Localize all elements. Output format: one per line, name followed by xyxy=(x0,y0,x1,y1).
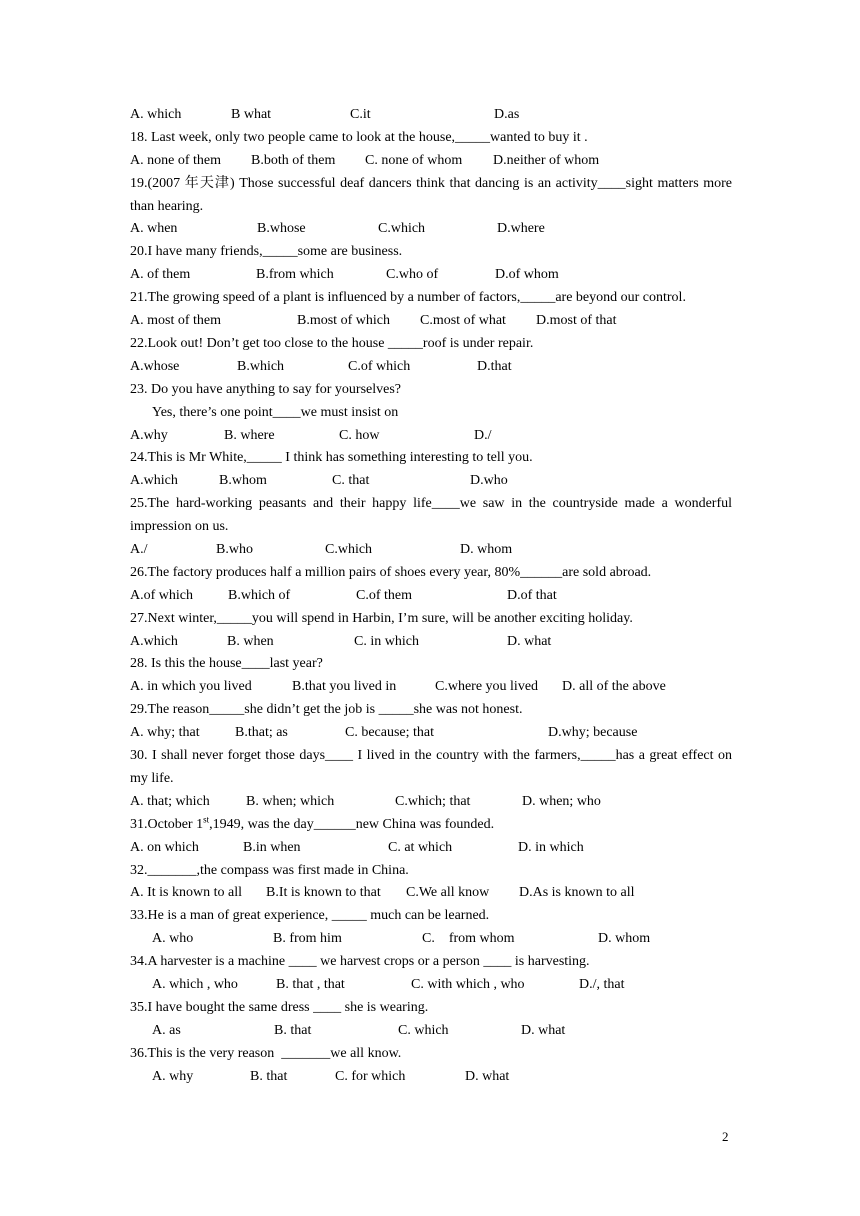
q32-options xyxy=(130,882,732,905)
q25-option-a: A./ xyxy=(130,542,148,557)
q29-option-a: A. why; that xyxy=(130,725,200,741)
q34-options xyxy=(130,974,732,997)
q35-option-b: B. that xyxy=(274,1022,312,1038)
q35-option-a: A. as xyxy=(152,1022,181,1038)
q28-option-b: B.that you lived in xyxy=(292,679,397,695)
q22-options xyxy=(130,356,732,379)
q36-option-b: B. that xyxy=(250,1068,288,1084)
q23-option-c: C. how xyxy=(339,427,380,443)
q26-option-d: D.of that xyxy=(507,587,557,603)
q26-options xyxy=(130,585,732,608)
q22-option-a: A.whose xyxy=(130,358,180,374)
q30-option-b: B. when; which xyxy=(246,793,335,809)
q28-options xyxy=(130,676,732,699)
q31-option-c: C. at which xyxy=(388,839,453,855)
q31-option-d: D. in which xyxy=(518,839,584,855)
q27-stem: 27.Next winter,_____you will spend in Harbin, I’m sure, will be another exciting holiday. xyxy=(130,610,633,626)
q33-option-b: B. from him xyxy=(273,931,342,947)
q22-option-b: B.which xyxy=(237,358,285,374)
q26-option-b: B.which of xyxy=(228,587,291,603)
q18-options xyxy=(130,150,732,173)
q20-options xyxy=(130,264,732,287)
q34-option-b: B. that , that xyxy=(276,976,345,992)
q17-options xyxy=(130,104,732,127)
q25-option-c: C.which xyxy=(325,542,373,557)
q25-stem: 25.The hard-working peasants and their happy life____we saw in the countryside made a wonderful impression on us. xyxy=(130,496,732,535)
q27-option-b: B. when xyxy=(227,633,274,649)
q32-option-b: B.It is known to that xyxy=(266,885,381,901)
q31-stem xyxy=(130,814,732,837)
q24-option-d: D.who xyxy=(470,473,508,489)
q33-option-d: D. whom xyxy=(598,931,651,947)
q24-option-c: C. that xyxy=(332,473,370,489)
q29-option-c: C. because; that xyxy=(345,725,435,741)
q34-stem: 34.A harvester is a machine ____ we harvest crops or a person ____ is harvesting. xyxy=(130,954,590,970)
q19-options xyxy=(130,218,732,241)
q22-stem: 22.Look out! Don’t get too close to the house _____roof is under repair. xyxy=(130,335,534,351)
q21-option-b: B.most of which xyxy=(297,313,390,329)
q36-stem: 36.This is the very reason _______we all know. xyxy=(130,1045,402,1061)
q29-options xyxy=(130,722,732,745)
q19-option-a: A. when xyxy=(130,221,178,237)
q27-option-d: D. what xyxy=(507,633,552,649)
q20-option-b: B.from which xyxy=(256,267,334,283)
q23-reply: Yes, there’s one point____we must insist on xyxy=(152,404,399,420)
q28-stem: 28. Is this the house____last year? xyxy=(130,656,323,672)
q20-option-c: C.who of xyxy=(386,267,439,283)
q19-option-d: D.where xyxy=(497,221,545,237)
q30-option-d: D. when; who xyxy=(522,793,601,809)
q21-option-c: C.most of what xyxy=(420,313,506,329)
q22-option-c: C.of which xyxy=(348,358,411,374)
q18-option-a: A. none of them xyxy=(130,152,221,168)
q31-option-a: A. on which xyxy=(130,839,199,855)
q23-option-b: B. where xyxy=(224,427,275,443)
q19-option-c: C.which xyxy=(378,221,426,237)
q18-stem: 18. Last week, only two people came to look at the house,_____wanted to buy it . xyxy=(130,129,588,145)
q21-option-d: D.most of that xyxy=(536,313,617,329)
q30-option-a: A. that; which xyxy=(130,793,210,809)
q34-option-a: A. which , who xyxy=(152,976,238,992)
q23-stem: 23. Do you have anything to say for yourselves? xyxy=(130,381,401,397)
q33-options xyxy=(130,928,732,951)
q18-option-d: D.neither of whom xyxy=(493,152,600,168)
q24-options xyxy=(130,470,732,493)
q19-option-b: B.whose xyxy=(257,221,306,237)
q31-option-b: B.in when xyxy=(243,839,301,855)
q23-options xyxy=(130,425,732,448)
q31-ordinal-suffix: st xyxy=(203,814,210,825)
q28-option-d: D. all of the above xyxy=(562,679,666,695)
q36-option-d: D. what xyxy=(465,1068,510,1084)
q29-option-b: B.that; as xyxy=(235,725,288,741)
q20-option-a: A. of them xyxy=(130,267,191,283)
q25-options xyxy=(130,539,732,562)
q36-options xyxy=(130,1066,732,1089)
q25-option-b: B.who xyxy=(216,542,253,557)
q33-option-c: C. from whom xyxy=(422,931,515,947)
q34-option-d: D./, that xyxy=(579,976,625,992)
q32-option-c: C.We all know xyxy=(406,885,490,901)
q24-option-b: B.whom xyxy=(219,473,267,489)
q26-stem: 26.The factory produces half a million pairs of shoes every year, 80%______are sold abroad. xyxy=(130,564,652,580)
q35-option-d: D. what xyxy=(521,1022,566,1038)
q24-option-a: A.which xyxy=(130,473,178,489)
q25-option-d: D. whom xyxy=(460,542,513,557)
q26-option-c: C.of them xyxy=(356,587,412,603)
q23-option-a: A.why xyxy=(130,427,168,443)
q28-option-a: A. in which you lived xyxy=(130,679,252,695)
q30-option-c: C.which; that xyxy=(395,793,471,809)
q36-option-a: A. why xyxy=(152,1068,194,1084)
q18-option-c: C. none of whom xyxy=(365,152,463,168)
q30-options xyxy=(130,791,732,814)
q18-option-b: B.both of them xyxy=(251,152,336,168)
q21-stem: 21.The growing speed of a plant is influenced by a number of factors,_____are beyond our control. xyxy=(130,290,686,306)
q17-option-a: A. which xyxy=(130,107,182,122)
q29-option-d: D.why; because xyxy=(548,725,638,741)
q20-stem: 20.I have many friends,_____some are business. xyxy=(130,244,403,260)
q31-stem-start: 31.October 1 xyxy=(130,816,204,832)
q28-option-c: C.where you lived xyxy=(435,679,539,695)
q17-option-b: B what xyxy=(231,107,272,122)
q23-option-d: D./ xyxy=(474,427,492,443)
q22-option-d: D.that xyxy=(477,358,512,374)
q24-stem: 24.This is Mr White,_____ I think has something interesting to tell you. xyxy=(130,450,533,466)
q27-option-c: C. in which xyxy=(354,633,419,649)
q17-option-d: D.as xyxy=(494,107,520,122)
q27-option-a: A.which xyxy=(130,633,178,649)
q35-option-c: C. which xyxy=(398,1022,449,1038)
q33-stem: 33.He is a man of great experience, _____ much can be learned. xyxy=(130,908,490,924)
q33-option-a: A. who xyxy=(152,931,194,947)
page-number: 2 xyxy=(722,1129,729,1144)
q19-stem: 19.(2007 年天津) Those successful deaf dancers think that dancing is an activity____sight matters more than hearing. xyxy=(130,175,732,214)
q29-stem: 29.The reason_____she didn’t get the job is _____she was not honest. xyxy=(130,702,523,718)
q32-option-d: D.As is known to all xyxy=(519,885,635,901)
q17-option-c: C.it xyxy=(350,107,371,122)
q36-option-c: C. for which xyxy=(335,1068,406,1084)
q27-options xyxy=(130,631,732,654)
q31-options xyxy=(130,837,732,860)
q35-stem: 35.I have bought the same dress ____ she is wearing. xyxy=(130,999,429,1015)
q20-option-d: D.of whom xyxy=(495,267,559,283)
q34-option-c: C. with which , who xyxy=(411,976,525,992)
q30-stem: 30. I shall never forget those days____ I lived in the country with the farmers,_____has a great effect on my life. xyxy=(130,748,732,786)
q21-option-a: A. most of them xyxy=(130,313,221,329)
q26-option-a: A.of which xyxy=(130,587,193,603)
question-list xyxy=(130,104,732,1088)
q35-options xyxy=(130,1020,732,1043)
q32-stem: 32._______,the compass was first made in China. xyxy=(130,862,409,878)
q21-options xyxy=(130,310,732,333)
q31-stem-end: ,1949, was the day______new China was founded. xyxy=(209,816,495,832)
q32-option-a: A. It is known to all xyxy=(130,885,242,901)
